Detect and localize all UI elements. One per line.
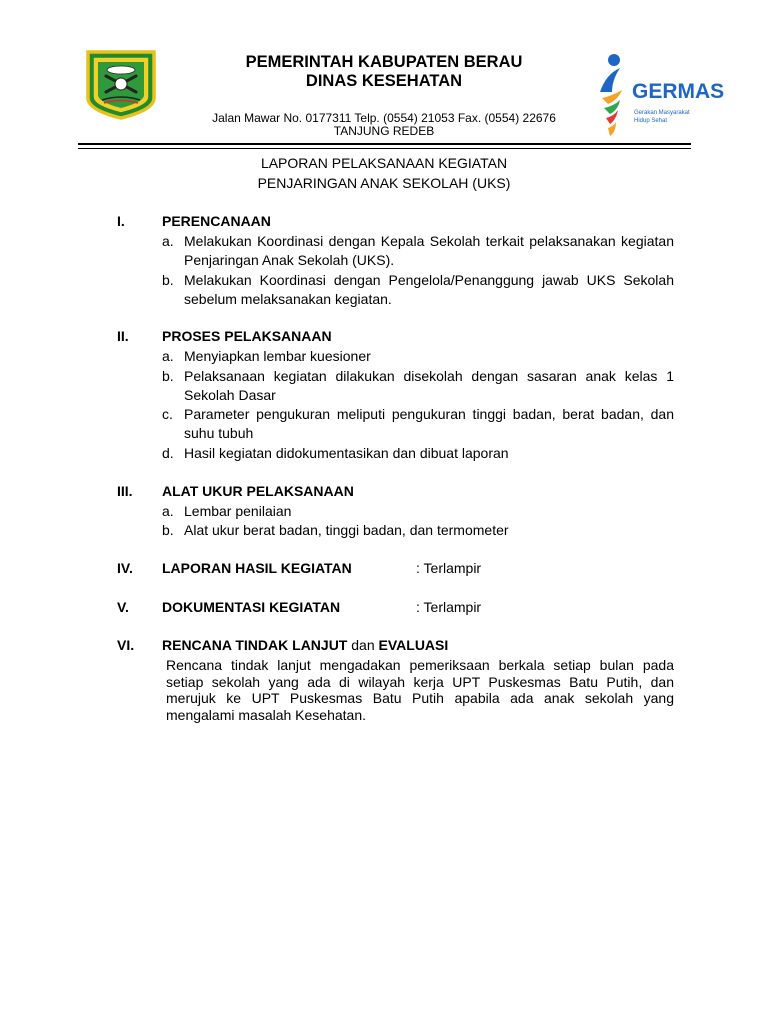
section-number: IV.	[117, 560, 133, 576]
list-item-letter: a.	[162, 233, 174, 249]
section-title-part2: EVALUASI	[378, 637, 449, 653]
address-line1: Jalan Mawar No. 0177311 Telp. (0554) 21053 Fax. (0554) 22676	[212, 111, 556, 125]
list-item-text: Menyiapkan lembar kuesioner	[184, 348, 371, 364]
list-item-text: Melakukan Koordinasi dengan Kepala Sekolah terkait pelaksanakan kegiatan Penjaringan Anak Sekolah (UKS).	[184, 233, 674, 268]
header-rule-thin	[78, 148, 691, 149]
list-item-text: Melakukan Koordinasi dengan Pengelola/Penanggung jawab UKS Sekolah sebelum melaksanakan kegiatan.	[184, 272, 674, 307]
section-number: VI.	[117, 637, 135, 653]
list-item-text: Pelaksanaan kegiatan dilakukan disekolah dengan sasaran anak kelas 1 Sekolah Dasar	[184, 368, 674, 403]
section-number: I.	[117, 213, 125, 229]
list-item-text: Parameter pengukuran meliputi pengukuran tinggi badan, berat badan, dan suhu tubuh	[184, 406, 674, 441]
list-item-text: Lembar penilaian	[184, 503, 292, 519]
list-item-letter: b.	[162, 522, 174, 538]
org-name-line2: DINAS KESEHATAN	[305, 72, 463, 90]
list-item-letter: c.	[162, 406, 173, 422]
section-number: III.	[117, 483, 133, 499]
document-title-line2: PENJARINGAN ANAK SEKOLAH (UKS)	[257, 175, 511, 191]
list-item-letter: a.	[162, 348, 174, 364]
org-name-line1: PEMERINTAH KABUPATEN BERAU	[245, 53, 523, 71]
section-value: : Terlampir	[416, 560, 482, 576]
germas-tagline-2: Hidup Sehat	[634, 118, 668, 124]
germas-tagline-1: Gerakan Masyarakat	[634, 110, 690, 116]
section-title-part1: RENCANA TINDAK LANJUT	[162, 637, 348, 653]
section-title-dokumentasi: DOKUMENTASI KEGIATAN	[162, 599, 341, 615]
germas-logo-text: GERMAS	[632, 80, 725, 103]
list-item-text: Alat ukur berat badan, tinggi badan, dan termometer	[184, 522, 509, 538]
list-item-letter: b.	[162, 368, 174, 384]
section-title-alat-ukur: ALAT UKUR PELAKSANAAN	[162, 483, 354, 499]
document-title-line1: LAPORAN PELAKSANAAN KEGIATAN	[260, 155, 508, 171]
section-number: V.	[117, 599, 129, 615]
section-title-join: dan	[351, 637, 375, 653]
section-paragraph: Rencana tindak lanjut mengadakan pemeriksaan berkala setiap bulan pada setiap sekolah yang ada di wilayah kerja UPT Puskesmas Batu Putih, dan merujuk ke UPT Puskesmas Batu Putih apabila ada anak sekolah yang mengalami masalah Kesehatan.	[166, 657, 674, 723]
section-value: : Terlampir	[416, 599, 482, 615]
section-title-proses-pelaksanaan: PROSES PELAKSANAAN	[162, 328, 332, 344]
list-item-letter: b.	[162, 272, 174, 288]
section-number: II.	[117, 328, 129, 344]
section-title-perencanaan: PERENCANAAN	[162, 213, 271, 229]
header-rule-thick	[78, 143, 691, 145]
list-item-text: Hasil kegiatan didokumentasikan dan dibuat laporan	[184, 445, 509, 461]
section-title-rencana-tindak-lanjut	[162, 637, 448, 653]
address-line2: TANJUNG REDEB	[333, 124, 435, 138]
section-title-laporan-hasil: LAPORAN HASIL KEGIATAN	[162, 560, 352, 576]
list-item-letter: a.	[162, 503, 174, 519]
list-item-letter: d.	[162, 445, 174, 461]
